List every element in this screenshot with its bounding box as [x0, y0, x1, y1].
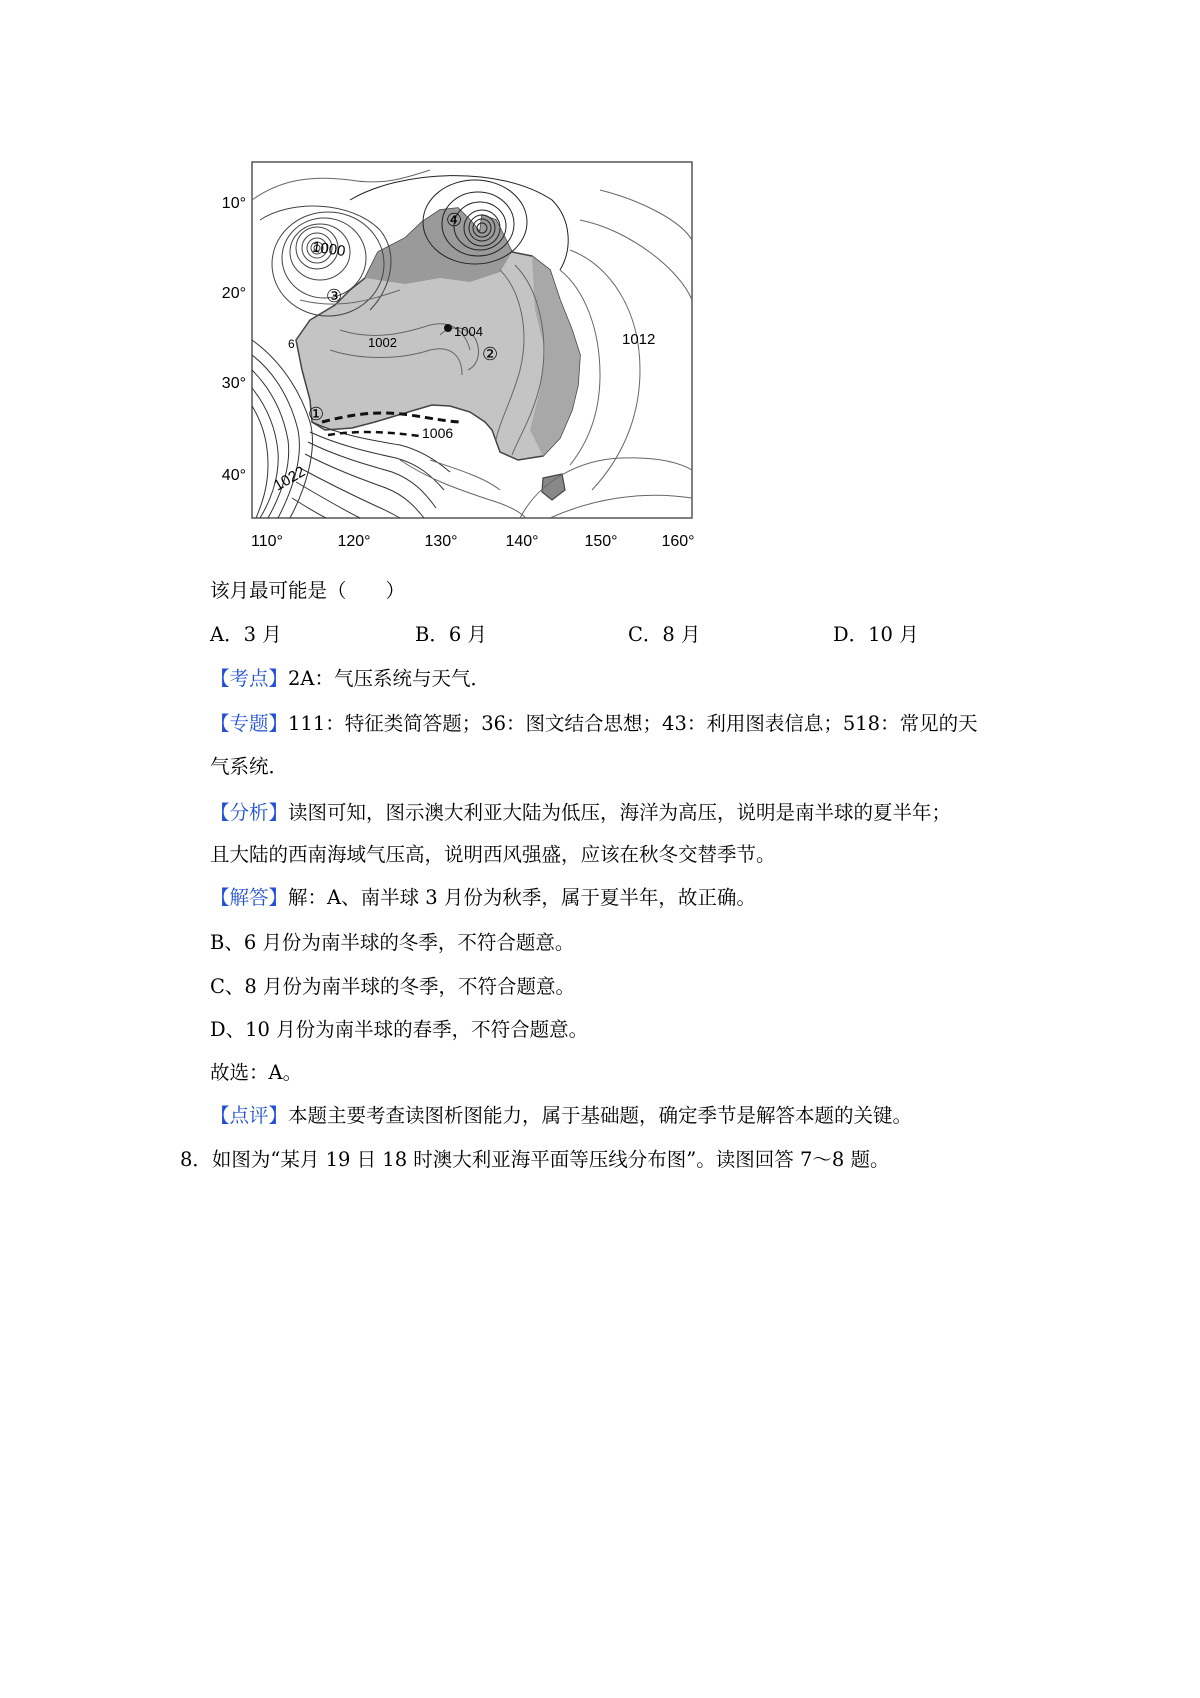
question-stem: 该月最可能是（ ） [210, 579, 406, 602]
interior-low-center [444, 324, 452, 332]
zhuanti-tag: 【专题】 [210, 712, 289, 735]
jieda-text: 解：A、南半球 3 月份为秋季，属于夏半年，故正确。 [288, 886, 756, 909]
lon-label: 140° [505, 533, 539, 550]
lat-label: 20° [221, 285, 246, 302]
zhuanti-text: 111：特征类简答题；36：图文结合思想；43：利用图表信息；518：常见的天 [288, 712, 978, 735]
jieda-tag: 【解答】 [210, 886, 289, 909]
next-question [180, 1145, 890, 1175]
jieda-row [210, 883, 756, 913]
lon-label: 110° [251, 533, 283, 550]
point-marker-2: ② [482, 344, 499, 365]
option-b: B．6 月 [415, 623, 487, 646]
isobar-map-figure [200, 160, 760, 600]
point-marker-4: ④ [446, 210, 463, 231]
fenxi-text-cont: 且大陆的西南海域气压高，说明西风强盛，应该在秋冬交替季节。 [210, 843, 776, 866]
point-marker-3: ③ [326, 286, 343, 307]
options-row [210, 620, 1010, 650]
lat-label: 30° [221, 375, 246, 392]
kaodian-text: 2A：气压系统与天气． [288, 667, 491, 690]
isobar-label-1006: 1006 [422, 425, 454, 441]
dianping-row [210, 1101, 912, 1131]
isobar-label-1012: 1012 [622, 331, 656, 348]
kaodian-tag: 【考点】 [210, 667, 289, 690]
isobar-label-1004: 1004 [454, 324, 483, 339]
zhuanti-text-cont: 气系统． [210, 755, 289, 778]
dianping-tag: 【点评】 [210, 1104, 289, 1127]
lon-label: 160° [661, 533, 695, 550]
isobar-label-1000: 1000 [311, 238, 347, 261]
next-question-number: 8． [180, 1148, 212, 1171]
fenxi-text: 读图可知，图示澳大利亚大陆为低压，海洋为高压，说明是南半球的夏半年； [288, 801, 952, 824]
kaodian-row [210, 664, 490, 694]
option-d: D．10 月 [833, 623, 919, 646]
lon-label: 130° [424, 533, 458, 550]
answer-line: 故选：A。 [210, 1061, 303, 1084]
jieda-line-b: B、6 月份为南半球的冬季，不符合题意。 [210, 931, 575, 954]
option-a: A．3 月 [210, 623, 282, 646]
option-c: C．8 月 [628, 623, 701, 646]
lat-label: 40° [221, 467, 246, 484]
lon-label: 150° [584, 533, 618, 550]
isobar-label-1002: 1002 [368, 335, 397, 350]
jieda-line-d: D、10 月份为南半球的春季，不符合题意。 [210, 1018, 589, 1041]
next-question-text: 如图为“某月 19 日 18 时澳大利亚海平面等压线分布图”。读图回答 7～8 题。 [211, 1148, 890, 1171]
fenxi-row [210, 798, 951, 828]
dianping-text: 本题主要考查读图析图能力，属于基础题，确定季节是解答本题的关键。 [288, 1104, 913, 1127]
isobar-label-1022: 1022 [270, 463, 309, 495]
jieda-line-c: C、8 月份为南半球的冬季，不符合题意。 [210, 975, 576, 998]
fenxi-tag: 【分析】 [210, 801, 289, 824]
lon-label: 120° [337, 533, 371, 550]
lat-label: 10° [221, 195, 246, 212]
zhuanti-row [210, 709, 978, 739]
isobar-label-6: 6 [288, 337, 295, 351]
point-marker-1: ① [308, 404, 325, 425]
